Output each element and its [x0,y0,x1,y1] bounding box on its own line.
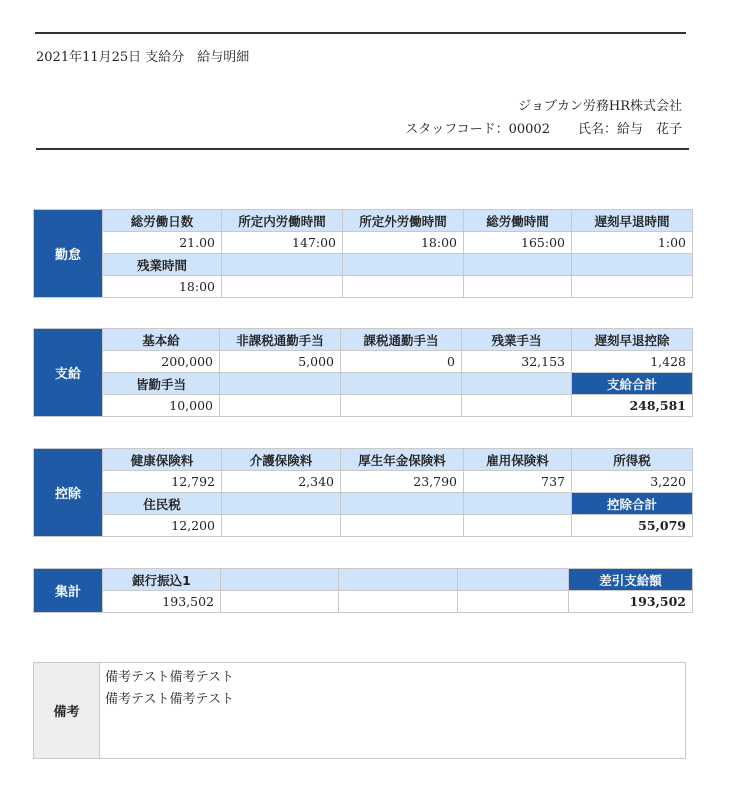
attendance-table [33,209,693,298]
attendance-header: 総労働日数 [103,210,222,232]
deduction-section-label: 控除 [34,449,103,537]
remarks-text [100,663,239,758]
summary-value: 193,502 [103,591,221,613]
payment-value: 1,428 [572,351,693,373]
attendance-value: 18:00 [343,232,464,254]
deduction-header: 所得税 [572,449,693,471]
deduction-value: 2,340 [222,471,341,493]
payment-section-label: 支給 [34,329,103,417]
deduction-header: 住民税 [103,493,222,515]
payment-total-label: 支給合計 [572,373,693,395]
deduction-total-value: 55,079 [572,515,693,537]
payment-header: 残業手当 [462,329,572,351]
company-name: ジョブカン労務HR株式会社 [518,99,682,114]
attendance-header: 所定外労働時間 [343,210,464,232]
staff-name: 給与 花子 [616,122,682,137]
deduction-value: 12,200 [103,515,222,537]
payment-value: 0 [341,351,462,373]
payment-header: 遅刻早退控除 [572,329,693,351]
payment-value: 200,000 [103,351,220,373]
deduction-value: 3,220 [572,471,693,493]
page-title: 2021年11月25日 支給分 給与明細 [36,50,250,65]
staff-info [405,118,682,137]
payment-header: 基本給 [103,329,220,351]
deduction-header: 健康保険料 [103,449,222,471]
payment-value: 5,000 [220,351,341,373]
remarks-box [33,662,686,759]
attendance-value: 18:00 [103,276,222,298]
attendance-value: 21.00 [103,232,222,254]
payment-header: 課税通勤手当 [341,329,462,351]
deduction-total-label: 控除合計 [572,493,693,515]
payment-value: 32,153 [462,351,572,373]
attendance-header: 残業時間 [103,254,222,276]
staff-code: 00002 [508,122,550,137]
header-rule [36,148,689,150]
payment-value: 10,000 [103,395,220,417]
deduction-table [33,448,693,537]
payment-table [33,328,693,417]
attendance-value: 1:00 [572,232,693,254]
payment-header: 非課税通勤手当 [220,329,341,351]
payment-header: 皆勤手当 [103,373,220,395]
remarks-line: 備考テスト備考テスト [105,670,234,685]
summary-header: 銀行振込1 [103,569,221,591]
summary-total-label: 差引支給額 [569,569,693,591]
name-label: 氏名： [577,122,617,137]
summary-table [33,568,693,613]
remarks-label: 備考 [34,663,100,758]
attendance-value: 165:00 [464,232,572,254]
staff-code-label: スタッフコード： [405,122,509,137]
attendance-header: 遅刻早退時間 [572,210,693,232]
top-rule [35,32,686,34]
summary-section-label: 集計 [34,569,103,613]
deduction-value: 12,792 [103,471,222,493]
attendance-value: 147:00 [222,232,343,254]
attendance-section-label: 勤怠 [34,210,103,298]
deduction-header: 雇用保険料 [464,449,572,471]
deduction-value: 23,790 [341,471,464,493]
attendance-header: 所定内労働時間 [222,210,343,232]
deduction-header: 厚生年金保険料 [341,449,464,471]
attendance-header: 総労働時間 [464,210,572,232]
summary-total-value: 193,502 [569,591,693,613]
remarks-line: 備考テスト備考テスト [105,692,234,707]
payment-total-value: 248,581 [572,395,693,417]
deduction-header: 介護保険料 [222,449,341,471]
deduction-value: 737 [464,471,572,493]
